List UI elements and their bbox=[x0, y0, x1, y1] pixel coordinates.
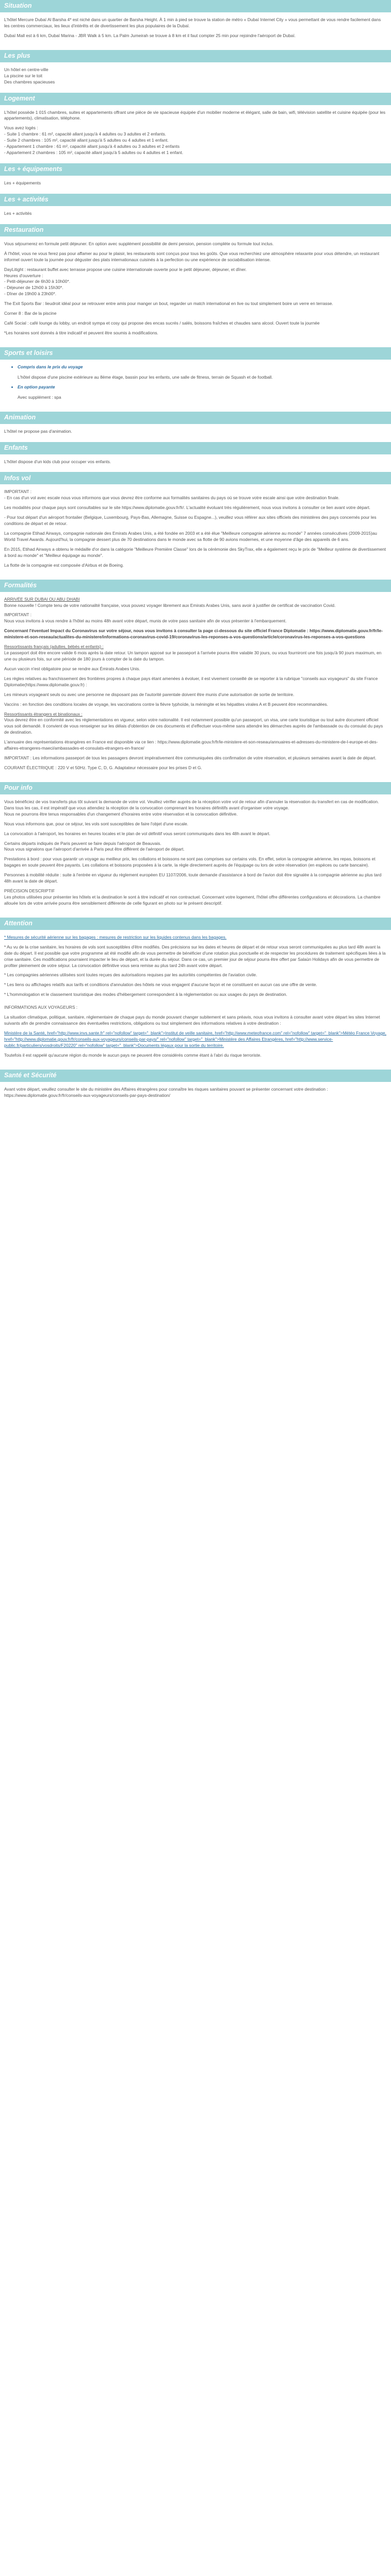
paragraph: Nous vous invitons à vous rendre à l'hôtel au moins 48h avant votre départ, munis de votre pass sanitaire afin de vous présenter à l'embarquement. bbox=[4, 618, 287, 624]
section-header-equipements bbox=[0, 163, 391, 176]
section-title: Sports et loisirs bbox=[4, 349, 53, 357]
line: Vous bénéficiez de vos transferts plus tôt suivant la demande de votre vol. Veuillez vérifier auprès de la réception votre vol de retour afin d'annuler la réservation du transfert en cas de modification. bbox=[4, 799, 379, 804]
section-header-logement bbox=[0, 93, 391, 105]
section-title: Les + activités bbox=[4, 196, 48, 204]
section-header-sports bbox=[0, 347, 391, 360]
paragraph: Les règles relatives au franchissement des frontières propres à chaque pays étant amenées à évoluer, il est vivement conseillé de se reporter à la rubrique "conseils aux voyageurs" du site France Diplomatie(https://www.diplomatie.gouv.fr) : bbox=[4, 675, 378, 687]
section-body bbox=[0, 12, 391, 50]
line: - Appartement 2 chambres : 105 m², capacité allant jusqu'à 5 adultes ou 4 adultes et 1 enfant. bbox=[4, 150, 184, 156]
section-plus bbox=[0, 50, 391, 93]
section-body bbox=[0, 62, 391, 93]
paragraph: Vous devrez être en conformité avec les réglementations en vigueur, selon votre nationalité. Il est notamment possible qu'un passeport, un visa, une carte touristique ou tout autre document officiel vous soit demandé. Il convient de vous renseigner sur les délais d'obtention de ces documents et d'effectuer vous-même sans attendre les démarches auprès de l'ambassade ou du consulat du pays de destination. bbox=[4, 717, 383, 735]
section-header-plus bbox=[0, 50, 391, 62]
section-header-enfants bbox=[0, 442, 391, 454]
section-animation bbox=[0, 412, 391, 442]
paragraph: L'hôtel Mercure Dubaï Al Barsha 4* est niché dans un quartier de Barsha Height. À 1 min à pied se trouve la station de métro « Dubaï Internet City » vous permettant de vous rendre facilement dans les centres commerciaux, les lieux d'intérêts et de divertissement les plus populaires de la Dubaï. bbox=[4, 17, 381, 28]
section-body bbox=[0, 236, 391, 347]
paragraph: Nous ne pourrons être tenus responsables d'un changement d'horaires entre votre réservation et la convocation définitive. bbox=[4, 811, 238, 817]
paragraph: En 2015, Etihad Airways a obtenu le médaille d'or dans la catégorie "Meilleure Première Classe" lors de la cérémonie des SkyTrax, elle a également reçu le prix de "Meilleur système de divertissement à bord au monde" et "Meilleur équipage au monde". bbox=[4, 546, 386, 558]
paragraph: Avant votre départ, veuillez consulter le site du ministère des Affaires étrangères pour connaître les risques sanitaires pouvant se présenter concernant votre destination : https://www.diplomatie.gouv.fr/fr/conseils-aux-voyageurs/conseils-par-pays-destination/ bbox=[4, 1086, 328, 1098]
section-title: Animation bbox=[4, 413, 36, 421]
section-title: Restauration bbox=[4, 226, 44, 233]
list-item: Un hôtel en centre-ville bbox=[4, 66, 48, 72]
section-body bbox=[0, 424, 391, 442]
paragraph: Les + équipements bbox=[4, 180, 41, 185]
section-header-sante bbox=[0, 1070, 391, 1082]
paragraph: Vous séjournerez en formule petit déjeuner. En option avec supplément possibilité de demi pension, pension complète ou formule tout inclus. bbox=[4, 241, 274, 246]
option-heading: • En option payante bbox=[18, 384, 387, 391]
section-body bbox=[0, 930, 391, 1070]
paragraph: COURANT ÉLECTRIQUE : 220 V et 50Hz. Type C, D, G. Adaptateur nécessaire pour les prises D et G. bbox=[4, 765, 202, 770]
paragraph: Nous vous signalons que l'aéroport d'arrivée à Paris peut être différent de l'aéroport de départ. bbox=[4, 846, 185, 852]
line: - Petit-déjeuner de 6h30 à 10h00*. bbox=[4, 279, 71, 284]
section-activites bbox=[0, 194, 391, 224]
paragraph: L'annuaire des représentations étrangères en France est disponible via ce lien : https://www.diplomatie.gouv.fr/fr/le-ministere-et-son-reseau/annuaires-et-adresses-du-ministere-de-l-europe-et-des-affaires-etrangeres-maeci/ambassades-et-consulats-etrangers-en-france/ bbox=[4, 739, 378, 751]
line: Vous avez logés : bbox=[4, 125, 38, 131]
section-body bbox=[0, 794, 391, 918]
section-sante bbox=[0, 1070, 391, 1110]
paragraph: La compagnie Etihad Airways, compagnie nationale des Emirats Arabes Unis, a été fondée en 2003 et a été élue "Meilleure compagnie aérienne au monde" 7 années consécutives (2009-2015)au World Travel Awards. Aujourd'hui, la compagnie dessert plus de 70 destinations dans le monde avec sa flotte de 90 avions modernes, et une moyenne d'âge des appareils de 6 ans. bbox=[4, 531, 377, 542]
section-pour-info bbox=[0, 782, 391, 918]
section-header-restauration bbox=[0, 224, 391, 236]
paragraph: The Exit Sports Bar : lieudroit idéal pour se retrouver entre amis pour manger un bout, regarder un match international en live ou tout simplement boire un verre en terrasse. bbox=[4, 301, 333, 307]
line: DayLitight : restaurant buffet avec terrasse propose une cuisine internationale ouverte pour le petit déjeuner, déjeuner, et dîner. bbox=[4, 266, 247, 272]
line: - Suite 2 chambres : 105 m², capacité allant jusqu'à 5 adultes ou 4 adultes et 1 enfant. bbox=[4, 138, 169, 143]
paragraph: * Au vu de la crise sanitaire, les horaires de vols sont susceptibles d'être modifiés. Des précisions sur les dates et heures de départ et de retour vous seront communiquées au plus tard 48h avant la date du départ. Il est possible que votre programme ait été modifié afin de vous permettre de bénéficier d'une rotation plus ponctuelle et de respecter les procédures de traitement spécifiques liées à la crise sanitaire. Ces modifications pourraient impacter le lieu de départ, et la durée du séjour. Dans ce cas, un premier jour de séjour pourra être offert par Salaün Holidays afin de vous permettre de profiter pleinement de votre séjour. La convocation définitive vous sera remise au plus tard 24h avant votre départ. bbox=[4, 944, 386, 968]
line: Certains départs indiqués de Paris peuvent se faire depuis l'aéroport de Beauvais. bbox=[4, 840, 161, 846]
paragraph: Prestations à bord : pour vous garantir un voyage au meilleur prix, les collations et boissons ne sont pas comprises sur certains vols. En effet, selon la compagnie aérienne, les repas, boissons et bagages en soute peuvent être payants. Les collations et boissons proposées à la carte, la règle directement auprès de l'équipage ou lors de votre réservation (en espèces ou carte bancaire). bbox=[4, 856, 376, 868]
section-title: Situation bbox=[4, 2, 32, 10]
paragraph: Les mineurs voyageant seuls ou avec une personne ne disposant pas de l'autorité parentale doivent être munis d'une autorisation de sortie de territoire. bbox=[4, 691, 295, 697]
line: IMPORTANT : bbox=[4, 489, 32, 495]
paragraph: L'hôtel dispose d'un kids club pour occuper vos enfants. bbox=[4, 459, 111, 464]
paragraph: * Les compagnies aériennes utilisées sont toutes reçues des autorisations requises par les autorités compétentes de l'aviation civile. bbox=[4, 972, 257, 978]
section-title: Formalités bbox=[4, 581, 37, 589]
section-body bbox=[0, 454, 391, 472]
section-header-animation bbox=[0, 412, 391, 424]
list-item: Des chambres spacieuses bbox=[4, 79, 55, 84]
paragraph: Corner 8 : Bar de la piscine bbox=[4, 311, 57, 316]
section-title: Attention bbox=[4, 919, 32, 927]
line: - Suite 1 chambre : 61 m², capacité allant jusqu'à 4 adultes ou 3 adultes et 2 enfants. bbox=[4, 131, 166, 137]
paragraph: Vaccins : en fonction des conditions locales de voyage, les vaccinations contre la fièvre typhoïde, la méningite et les hépatites virales A et B peuvent être recommandées. bbox=[4, 701, 328, 707]
paragraph: La flotte de la compagnie est composée d'Airbus et de Boeing. bbox=[4, 562, 124, 568]
section-header-pour-info bbox=[0, 782, 391, 794]
bullet-list bbox=[4, 364, 387, 370]
section-logement bbox=[0, 93, 391, 163]
paragraph: - En cas d'un vol avec escale nous vous informons que vous devrez être conforme aux formalités sanitaires du pays où se trouve votre escale ainsi que votre destination finale. bbox=[4, 495, 340, 501]
paragraph: * L'hommologation et le classement touristique des modes d'hébergement correspondent à la réglementation ou aux usages du pays de destination. bbox=[4, 992, 287, 997]
section-title: Santé et Sécurité bbox=[4, 1071, 57, 1079]
line: - Déjeuner de 12h00 à 15h30*. bbox=[4, 285, 63, 291]
paragraph: - Pour tout départ d'un aéroport frontalier (Belgique, Luxembourg, Pays-Bas, Allemagne, Suisse ou Espagne...), veuillez vous référer aux sites officiels des ministères des pays concernés pour les conditions de départ et de retour. bbox=[4, 515, 377, 527]
paragraph: L'hôtel ne propose pas d'animation. bbox=[4, 428, 72, 434]
line: Dans tous les cas, il est impératif que vous attendiez la réception de la convocation comprenant les horaires définitifs avant d'organiser votre voyage. bbox=[4, 805, 289, 810]
section-body bbox=[0, 484, 391, 579]
section-title: Les + équipements bbox=[4, 165, 62, 173]
paragraph: Bonne nouvelle ! Compte tenu de votre nationalité française, vous pouvez voyager librement aux Emirats Arabes Unis, sans avoir à justifier de certificat de vaccination Covid. bbox=[4, 602, 336, 608]
paragraph: Aucun vaccin n'est obligatoire pour se rendre aux Émirats Arabes Unis. bbox=[4, 666, 140, 671]
paragraph bbox=[4, 628, 387, 640]
section-header-infos-vol bbox=[0, 472, 391, 484]
section-formalites bbox=[0, 580, 391, 782]
section-body bbox=[0, 592, 391, 782]
paragraph: *Les horaires sont donnés à titre indicatif et peuvent être soumis à modifications. bbox=[4, 330, 158, 335]
section-sports bbox=[0, 347, 391, 412]
section-header-activites bbox=[0, 194, 391, 206]
section-body bbox=[0, 105, 391, 163]
line: - Appartement 1 chambre : 61 m², capacité allant jusqu'à 4 adultes ou 3 adultes et 2 enfants bbox=[4, 144, 180, 149]
paragraph: Le passeport doit être encore valide 6 mois après la date retour. Un tampon apposé sur le passeport à l'arrivée pourra être valable 30 jours, ou vous fourniront une fois jusqu'à 90 jours maximum, en une ou plusieurs fois, sur une période de 180 jours à compter de la date du tampon. bbox=[4, 650, 382, 662]
paragraph: Nous vous informons que, pour ce séjour, les vols sont susceptibles de faire l'objet d'une escale. bbox=[4, 821, 189, 826]
bullet-list bbox=[4, 384, 387, 391]
section-equipements bbox=[0, 163, 391, 194]
line: Heures d'ouverture : bbox=[4, 273, 43, 278]
paragraph: La convocation à l'aéroport, les horaires en heures locales et le plan de vol définitif vous seront communiqués dans les 48h avant le départ. bbox=[4, 831, 271, 836]
section-attention bbox=[0, 918, 391, 1070]
section-title: Pour info bbox=[4, 784, 32, 792]
official-sites-links[interactable]: Ministère de la Santé, href="http://www.invs.sante.fr" rel="nofollow" target="_blank">Institut de veille sanitaire, href="http://www.meteofrance.com" rel="nofollow" target="_blank">Météo France Voyage, href="http://www.diplomatie.gouv.fr/fr/conseils-aux-voyageurs/conseils-par-pays/" rel="nofollow" target="_blank">Ministère des Affaires Etrangères, href="http://www.service-public.fr/particuliers/vosdroits/F20220" rel="nofollow" target="_blank">Documents légaux pour la sortie du territoire. bbox=[4, 1030, 386, 1048]
paragraph: Dubaï Mall est à 6 km, Dubaï Marina - JBR Walk à 5 km. La Palm Jumeirah se trouve à 8 km et il faut compter 25 min pour rejoindre l'aéroport de Dubaï. bbox=[4, 32, 296, 38]
subheading: INFORMATIONS AUX VOYAGEURS : bbox=[4, 1005, 78, 1010]
section-enfants bbox=[0, 442, 391, 472]
section-header-formalites bbox=[0, 580, 391, 592]
section-situation bbox=[0, 0, 391, 50]
paragraph: Les + activités bbox=[4, 210, 32, 216]
section-body bbox=[0, 1082, 391, 1110]
section-title: Logement bbox=[4, 94, 35, 102]
subheading: Ressortissants étrangers et binationaux : bbox=[4, 711, 83, 717]
line: IMPORTANT : bbox=[4, 612, 32, 618]
coronavirus-notice: Concernant l'éventuel Impact du Coronavirus sur votre séjour, nous vous invitons à consulter la page ci-dessous du site officiel France Diplomatie : https://www.diplomatie.gouv.fr/fr/le-ministere-et-son-reseau/actualites-du-ministere/informations-coronavirus-covid-19/coronavirus-les-reponses-a-vos-questions/article/coronavirus-les-reponses-a-vos-questions bbox=[4, 628, 383, 640]
paragraph: * Les liens ou affichages relatifs aux tarifs et conditions d'annulation des hôtels ne vous engagent d'aucune façon et ne constituent en aucun cas une offre de vente. bbox=[4, 982, 317, 988]
section-header-situation bbox=[0, 0, 391, 12]
list-item: La piscine sur le toit bbox=[4, 73, 43, 78]
paragraph: Les modalités pour chaque pays sont consultables sur le site https://www.diplomatie.gouv.fr/fr/. L'actualité évoluant très régulièrement, nous vous invitons à consulter ce lien avant votre départ. bbox=[4, 505, 370, 511]
section-title: Infos vol bbox=[4, 474, 31, 482]
paragraph: Café Social : café lounge du lobby, un endroit sympa et cosy qui propose des encas sucrés / salés, boissons fraîches et chaudes sans alcool. Ouvert toute la journée bbox=[4, 320, 320, 326]
line: PRÉCISION DESCRIPTIF bbox=[4, 888, 55, 894]
paragraph: L'hôtel dispose d'une piscine extérieure au 8ème étage, bassin pour les enfants, une salle de fitness, terrain de Squash et de football. bbox=[18, 374, 273, 380]
paragraph: L'hôtel possède 1 015 chambres, suites et appartements offrant une pièce de vie spacieuse équipée d'un mobilier moderne et élégant, salle de bain, wifi, télévision satellite et cuisine équipée (pour les appartements), climatisation, téléphone. bbox=[4, 109, 386, 121]
paragraph: Toutefois il est rappelé qu'aucune région du monde le aucun pays ne peuvent être considérés comme étant à l'abri du risque terroriste. bbox=[4, 1052, 262, 1058]
section-restauration bbox=[0, 224, 391, 347]
subheading: Ressortissants français (adultes, bébés et enfants) : bbox=[4, 644, 104, 650]
section-body bbox=[0, 360, 391, 412]
subheading: ARRIVÉE SUR DUBAI OU ABU DHABI bbox=[4, 596, 80, 602]
paragraph: IMPORTANT : Les informations passeport de tous les passagers devront impérativement être communiquées dès confirmation de votre réservation, et plusieurs semaines avant la date de départ. bbox=[4, 755, 377, 761]
paragraph: À l'hôtel, vous ne vous ferez pas pour affamer au pour le plaisir, les restaurants sont conçus pour tous les goûts. Que vous recherchiez une atmosphère relaxante pour vous détendre, un restaurant informel ouvert toute la journée pour déguster des plats internationaux cuisinés à la perfection ou une expérience de sociabilisation intense. bbox=[4, 250, 380, 262]
line: - Dîner de 19h00 à 23h00*. bbox=[4, 291, 57, 297]
section-infos-vol bbox=[0, 472, 391, 579]
section-title: Enfants bbox=[4, 444, 28, 451]
paragraph: Avec supplément : spa bbox=[18, 394, 61, 400]
section-title: Les plus bbox=[4, 52, 30, 59]
paragraph: Personnes à mobilité réduite : suite à l'entrée en vigueur du règlement européen EU 1107/2006, toute demande d'assistance à bord de l'avion doit être signalée à la compagnie aérienne au plus tard 48h avant la date de départ. bbox=[4, 872, 382, 884]
security-link[interactable]: * Mesures de sécurité aérienne sur les bagages : mesures de restriction sur les liquides contenus dans les bagages. bbox=[4, 934, 227, 940]
section-body bbox=[0, 176, 391, 194]
section-body bbox=[0, 206, 391, 224]
section-header-attention bbox=[0, 918, 391, 930]
included-heading: • Compris dans le prix du voyage bbox=[18, 364, 387, 370]
paragraph: La situation climatique, politique, sanitaire, réglementaire de chaque pays du monde pouvant changer subitement et sans préavis, nous vous invitons à consulter avant votre départ les sites Internet suivants afin de prendre connaissance des éventuelles restrictions, obligations ou tout simplement des informations relatives à votre destination : bbox=[4, 1014, 380, 1026]
paragraph: Les photos utilisées pour présenter les hôtels et la destination le sont à titre indicatif et non contractuel. Concernant votre logement, l'hôtel offre différentes configurations et décorations. La chambre allouée lors de votre arrivée pourra être sensiblement différente de celle figurant en photo sur le présent descriptif. bbox=[4, 894, 381, 906]
